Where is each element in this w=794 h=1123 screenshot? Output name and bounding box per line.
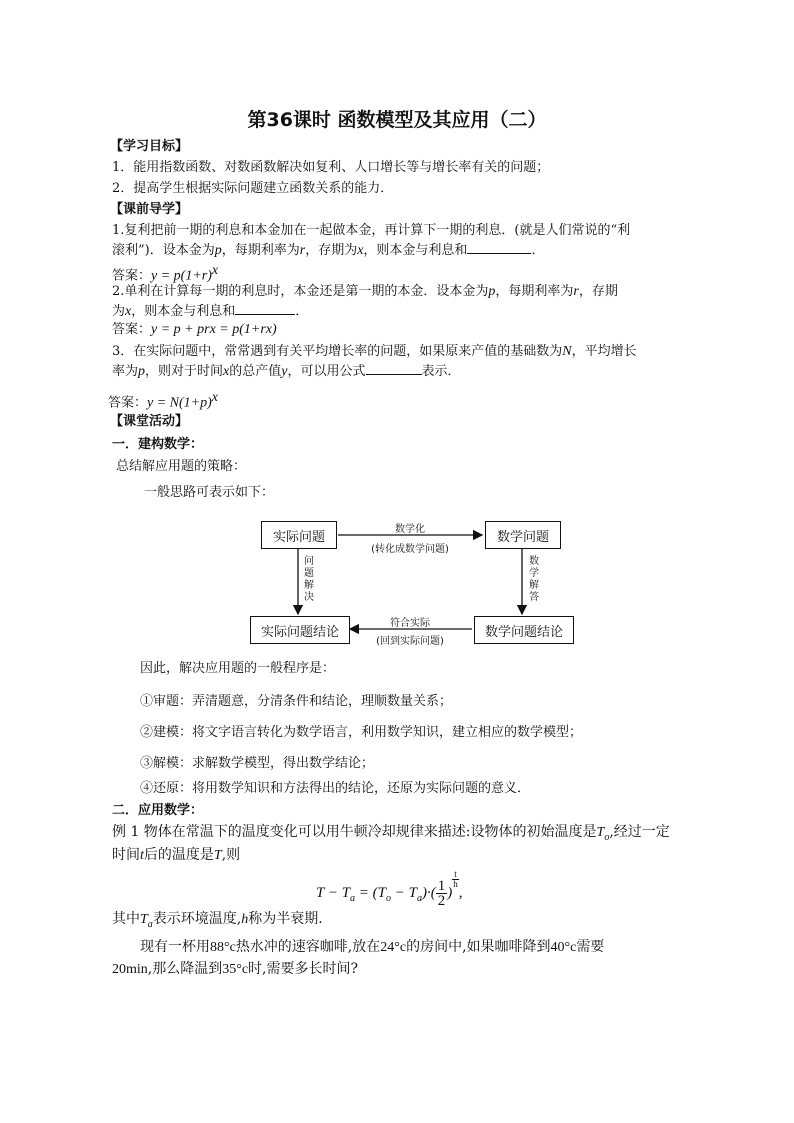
example-1-line-1: 例 1 物体在常温下的温度变化可以用牛顿冷却规律来描述:设物体的初始温度是$T_o$,经过一定	[112, 824, 670, 843]
label-fit-reality: 符合实际	[390, 618, 430, 629]
answer-2: 答案：y = p + prx = p(1+rx)	[112, 322, 277, 337]
class-header: 【课堂活动】	[110, 414, 189, 429]
goals-header: 【学习目标】	[110, 139, 189, 154]
step-2: ②建模：将文字语言转化为数学语言，利用数学知识，建立相应的数学模型；	[140, 725, 583, 740]
therefore-text: 因此，解决应用题的一般程序是：	[140, 661, 336, 676]
answer-1: 答案：$y = p(1+r)^x$	[112, 263, 219, 284]
step-3: ③解模：求解数学模型，得出数学结论；	[140, 756, 375, 771]
goal-2: 2．提高学生根据实际问题建立函数关系的能力．	[112, 181, 394, 196]
label-answer-vertical: 数 学 解 答	[529, 556, 539, 603]
preview-header: 【课前导学】	[110, 202, 189, 217]
newton-cooling-formula: $T - T_a = (T_o - T_a)\cdot$( $\frac{1}{2}$ ) $\frac{t}{h}$ ,	[316, 869, 463, 910]
general-text: 一般思路可表示如下：	[144, 485, 275, 500]
exponent-t-over-h: $\frac{t}{h}$	[453, 869, 458, 889]
label-mathematize: 数学化	[395, 524, 425, 535]
fraction-one-half: $\frac{1}{2}$	[437, 878, 446, 910]
example-1-line-3: 其中$T_a$表示环境温度,h称为半衰期.	[112, 911, 323, 930]
example-1-line-5: 20min,那么降温到35°c时,需要多长时间?	[112, 961, 359, 977]
question-2-line-1: 2.单利在计算每一期的利息时，本金还是第一期的本金．设本金为p，每期利率为r，存期	[112, 284, 618, 299]
goal-1: 1．能用指数函数、对数函数解决如复利、人口增长等与增长率有关的问题；	[112, 160, 550, 175]
summary-text: 总结解应用题的策略：	[116, 459, 247, 474]
build-header: 一．建构数学：	[112, 437, 204, 452]
step-1: ①审题：弄清题意，分清条件和结论，理顺数量关系；	[140, 694, 453, 709]
box-real-problem: 实际问题	[261, 521, 337, 549]
example-1-line-2: 时间t后的温度是T,则	[112, 847, 241, 863]
step-4: ④还原：将用数学知识和方法得出的结论，还原为实际问题的意义．	[140, 781, 531, 796]
label-solve-vertical: 问 题 解 决	[304, 556, 314, 603]
box-math-problem: 数学问题	[485, 521, 561, 549]
example-1-line-4: 现有一杯用88°c热水冲的速容咖啡,放在24°c的房间中,如果咖啡降到40°c需要	[140, 939, 605, 955]
question-1-line-1: 1.复利把前一期的利息和本金加在一起做本金，再计算下一期的利息．(就是人们常说的“利	[112, 223, 631, 238]
question-1-line-2: 滚利”)．设本金为p，每期利率为r，存期为x，则本金与利息和 ．	[112, 240, 544, 260]
question-2-line-2: 为x，则本金与利息和 ．	[112, 301, 308, 321]
answer-3: 答案：$y = N(1+p)^x$	[108, 390, 219, 411]
box-math-conclusion: 数学问题结论	[474, 616, 574, 644]
question-3-line-1: 3．在实际问题中，常常遇到有关平均增长率的问题，如果原来产值的基础数为N，平均增长	[112, 344, 637, 359]
question-3-line-2: 率为p，则对于时间x的总产值y，可以用公式 表示．	[112, 361, 461, 381]
label-return: (回到实际问题)	[376, 636, 444, 647]
label-convert: (转化成数学问题)	[371, 544, 449, 555]
box-real-conclusion: 实际问题结论	[250, 616, 350, 644]
page-title: 第36课时 函数模型及其应用（二）	[247, 109, 547, 131]
apply-header: 二．应用数学：	[112, 803, 204, 818]
